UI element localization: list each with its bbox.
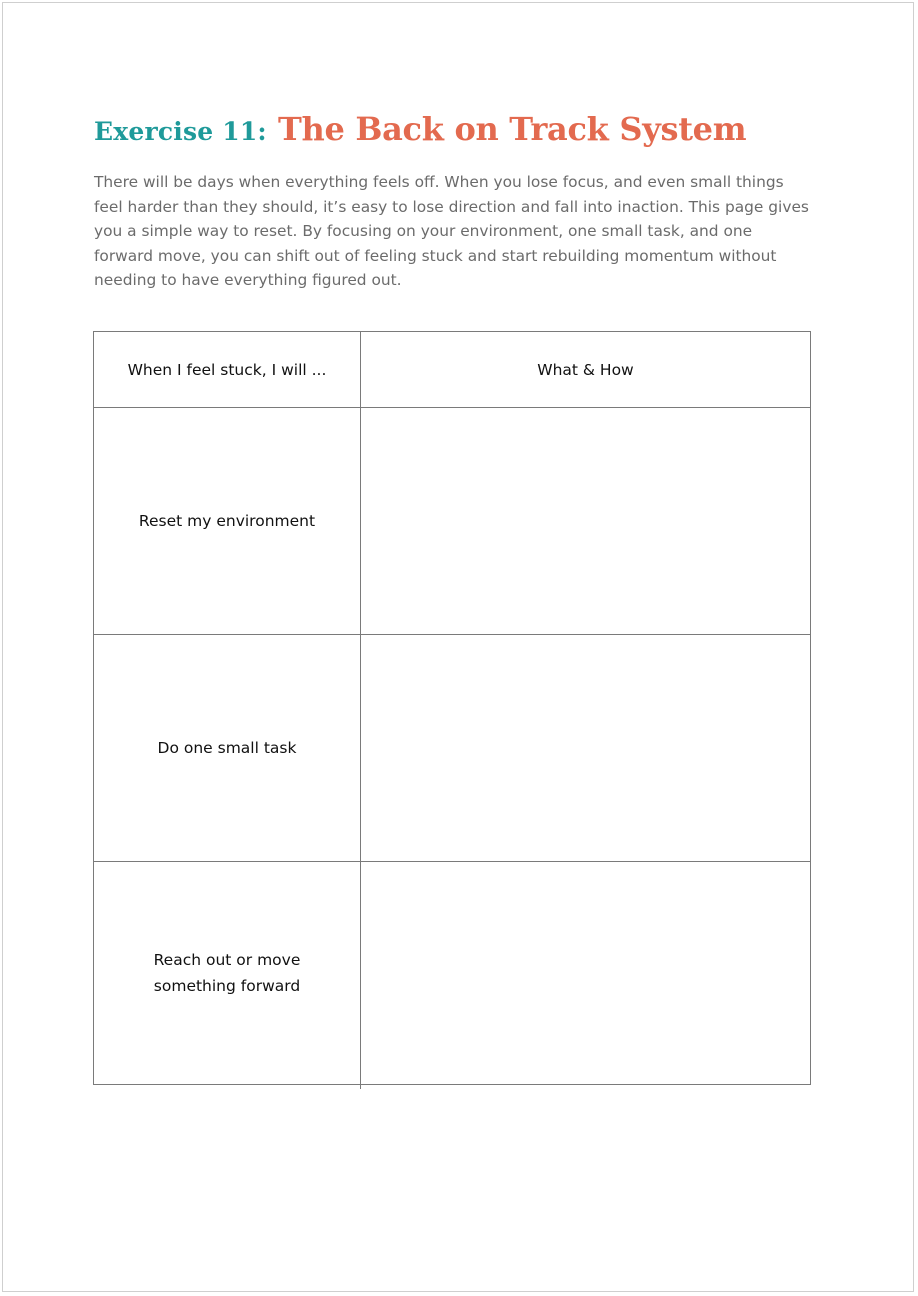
table-row (94, 408, 811, 635)
table-divider-stub (360, 1084, 361, 1089)
answer-cell-reach-out[interactable] (361, 862, 811, 1085)
header-when-stuck: When I feel stuck, I will ... (94, 332, 361, 408)
header-what-how: What & How (361, 332, 811, 408)
exercise-number: Exercise 11: (94, 117, 267, 147)
table-header-row (94, 332, 811, 408)
table-row (94, 862, 811, 1085)
exercise-name: The Back on Track System (278, 110, 747, 149)
answer-cell-reset-environment[interactable] (361, 408, 811, 635)
intro-paragraph: There will be days when everything feels off. When you lose focus, and even small things feel harder than they should, it’s easy to lose direction and fall into inaction. This page gives you a simple way to reset. By focusing on your environment, one small task, and one forward move, you can shift out of feeling stuck and start rebuilding momentum without needing to have everything figured out. (94, 173, 809, 289)
table-row (94, 635, 811, 862)
row-label-small-task: Do one small task (94, 635, 361, 862)
back-on-track-table (93, 331, 811, 1085)
exercise-title (94, 110, 747, 149)
row-label-reach-out: Reach out or move something forward (94, 862, 361, 1085)
answer-cell-small-task[interactable] (361, 635, 811, 862)
row-label-reset-environment: Reset my environment (94, 408, 361, 635)
